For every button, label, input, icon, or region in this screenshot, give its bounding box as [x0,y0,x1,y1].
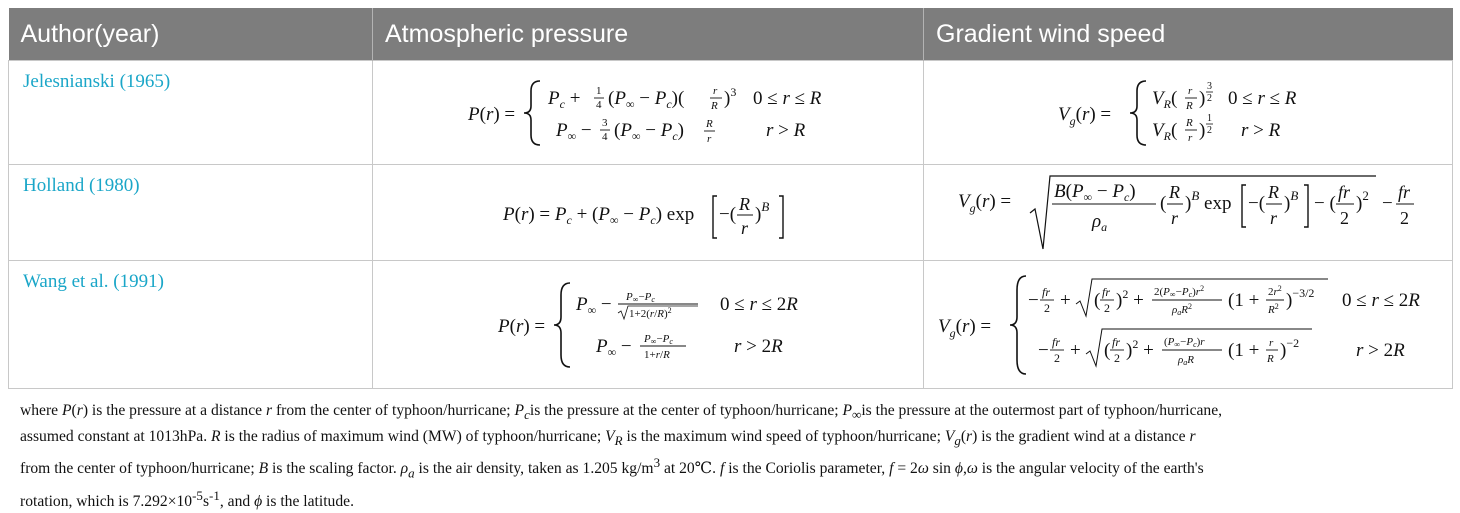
svg-text:(P∞ − Pc): $(P_\infty - P_c)$ [614,119,684,143]
svg-text:2: 2 [1207,92,1212,104]
author-cell [9,261,373,389]
svg-text:−: − [1382,192,1393,214]
footnote-line-2: assumed constant at 1013hPa. R is the radius of maximum wind (MW) of typhoon/hurricane; $V_R$ is the maximum wind speed of typhoon/hurricane; $V_g(r)$ is the gradient wind at a distance r [20,428,1196,449]
svg-text:P∞−Pc: P∞−Pc [626,290,655,304]
pressure-cell [373,165,924,261]
svg-text:2: 2 [1340,207,1349,228]
svg-text:0 ≤ r ≤ 2R: 0 ≤ r ≤ 2R [720,293,798,315]
svg-text:)B: )$^B$ [1284,187,1299,214]
svg-text:r > 2R: r > 2R [1356,339,1405,361]
svg-text:1: 1 [1207,112,1212,124]
author-link[interactable]: Holland (1980) [23,175,140,196]
svg-text:2r2: $2r^2$ [1268,283,1282,298]
svg-text:R: R [1186,99,1193,112]
svg-text:Pc +: $P_c$ + [548,87,581,111]
svg-text:P∞−Pc: P∞−Pc [644,332,673,346]
svg-text:2: 2 [1104,300,1110,315]
svg-text:R: R [1186,116,1193,129]
svg-text:VR(: $V_R$( [1152,119,1178,143]
svg-text:Vg(r) =: $V_g(r)$ = [1058,103,1112,128]
svg-text:1+2(r/R)2: $1+2(r/R)^2$ [629,305,672,320]
svg-text:2: 2 [1044,300,1050,315]
svg-text:P(r) =: P(r) = [498,315,546,337]
svg-text:fr: fr [1102,284,1111,299]
svg-text:ρaR: ρaR [1178,353,1195,367]
svg-text:Vg(r) =: $V_g(r)$ = [958,190,1012,215]
svg-text:ρaR2: ρaR$^2$ [1172,301,1193,317]
svg-text:(P∞ − Pc)(: $(P_\infty - P_c)$( [608,87,685,111]
svg-text:Vg(r) =: $V_g(r)$ = [938,315,992,340]
table-row [9,261,1453,389]
jelesnianski-wind-formula [1058,73,1318,153]
pressure-cell [373,261,924,389]
svg-text:(: ( [1104,339,1111,361]
svg-text:−(: −( [719,203,737,225]
svg-text:)2 +: )$^2$ + [1116,286,1144,311]
svg-text:+: + [1070,339,1081,361]
svg-text:2: 2 [1400,207,1409,228]
svg-text:R: R [739,193,750,214]
holland-pressure-formula [503,178,793,248]
header-row [9,8,1453,61]
svg-text:0 ≤ r ≤ R: 0 ≤ r ≤ R [1228,87,1297,109]
svg-text:P∞ −: $P_\infty$ − [576,293,612,317]
svg-text:fr: fr [1052,334,1061,349]
svg-text:)B exp: )$^B$ exp [1185,187,1232,214]
svg-text:)2 +: )$^2$ + [1126,336,1154,361]
author-cell [9,165,373,261]
svg-text:−(: −( [1248,192,1266,214]
svg-text:r: r [1171,207,1179,228]
svg-text:r: r [1188,131,1193,144]
svg-text:ρa: $\rho_a$ [1092,210,1108,234]
svg-text:(1 +: (1 + [1228,339,1260,361]
formula-table [8,8,1453,389]
svg-text:r > R: r > R [766,119,806,141]
svg-text:fr: fr [1338,181,1351,202]
jelesnianski-pressure-formula [468,73,828,153]
svg-text:(: ( [1094,289,1101,311]
svg-text:): ) [1199,119,1206,141]
table-footnote [20,400,1445,513]
svg-text:P∞ −: $P_\infty$ − [556,119,592,143]
svg-text:r: r [707,132,712,145]
author-cell [9,61,373,165]
svg-text:P∞ −: $P_\infty$ − [596,335,632,359]
svg-text:3: 3 [602,116,608,129]
svg-text:r > R: r > R [1241,119,1281,141]
svg-text:+: + [1060,289,1071,311]
svg-text:fr: fr [1042,284,1051,299]
svg-text:R: R [1169,181,1180,202]
svg-text:R2: $R^2$ [1268,301,1279,316]
svg-text:R: R [1267,352,1274,365]
table-row [9,165,1453,261]
svg-text:P(r) =: P(r) = [468,103,516,125]
svg-text:fr: fr [1398,181,1411,202]
svg-text:1+r/R: 1+r/R [644,348,670,361]
svg-text:B(P∞ − Pc): $B(P_\infty - P_c)$ [1054,180,1136,204]
footnote-line-1: where P(r) is the pressure at a distance r from the center of typhoon/hurricane; $P_cis$ the pressure at the center of typhoon/hurricane; $P_\infty is$ the pressure at the outermost part of typhoon/hurricane, [20,402,1223,423]
svg-text:): ) [1199,87,1206,109]
footnote-line-3: from the center of typhoon/hurricane; B is the scaling factor. $\rho_a$ is the air density, taken as 1.205 $kg/m^3$ at 20℃. f is the Coriolis parameter, f = 2ω sin ϕ,ω is the angular velocity of the earth's [20,455,1204,481]
svg-text:fr: fr [1112,334,1121,349]
svg-text:(: ( [1160,192,1167,214]
svg-text:0 ≤ r ≤ 2R: 0 ≤ r ≤ 2R [1342,289,1420,311]
svg-text:r: r [741,217,749,238]
wind-cell [924,165,1453,261]
svg-text:)B: )$^B$ [755,198,770,225]
holland-wind-formula [958,173,1418,253]
header-wind: Gradient wind speed [924,8,1453,61]
svg-text:− (: − ( [1314,192,1336,214]
wang-wind-formula [938,270,1438,380]
svg-text:R: R [1268,181,1279,202]
svg-text:−: − [1038,339,1049,361]
svg-text:VR(: $V_R$( [1152,87,1178,111]
svg-text:P(r) = Pc + (P∞ − Pc) exp: $P(r) = P_c + (P_\infty - P_c)$ exp [503,203,695,227]
svg-text:r: r [1188,84,1193,97]
svg-text:2: 2 [1054,350,1060,365]
svg-text:r: r [1270,207,1278,228]
svg-text:)3: )$^3$ [724,84,737,109]
svg-text:2(P∞−Pc)r2: $2(P\infty-Pc)r^2$ [1154,283,1205,299]
svg-text:r: r [713,84,718,97]
svg-text:4: 4 [596,98,602,111]
wind-cell [924,61,1453,165]
svg-text:r > 2R: r > 2R [734,335,783,357]
svg-text:r: r [1269,336,1274,349]
svg-text:0 ≤ r ≤ R: 0 ≤ r ≤ R [753,87,822,109]
svg-text:(1 +: (1 + [1228,289,1260,311]
svg-text:)2: )$^2$ [1356,187,1369,214]
svg-text:3: 3 [1207,80,1212,92]
wind-cell [924,261,1453,389]
svg-text:R: R [706,117,713,130]
svg-text:2: 2 [1114,350,1120,365]
svg-text:)−2: )$^{-2}$ [1280,335,1300,361]
svg-text:−: − [1028,289,1039,311]
header-author: Author(year) [9,8,373,61]
footnote-line-4: rotation, which is $7.292\times 10^{-5}s^{-1}$, and ϕ is the latitude. [20,487,354,510]
table-row [9,61,1453,165]
svg-text:2: 2 [1207,124,1212,136]
svg-text:1: 1 [596,84,602,97]
wang-pressure-formula [498,275,798,375]
header-pressure: Atmospheric pressure [373,8,924,61]
pressure-cell [373,61,924,165]
svg-text:R: R [711,99,718,112]
svg-text:4: 4 [602,130,608,143]
author-link[interactable]: Wang et al. (1991) [23,271,164,292]
author-link[interactable]: Jelesnianski (1965) [23,71,171,92]
svg-text:(P∞−Pc)r: (P∞−Pc)r [1164,335,1205,349]
svg-text:)−3/2: )$^{-3/2}$ [1286,285,1315,311]
